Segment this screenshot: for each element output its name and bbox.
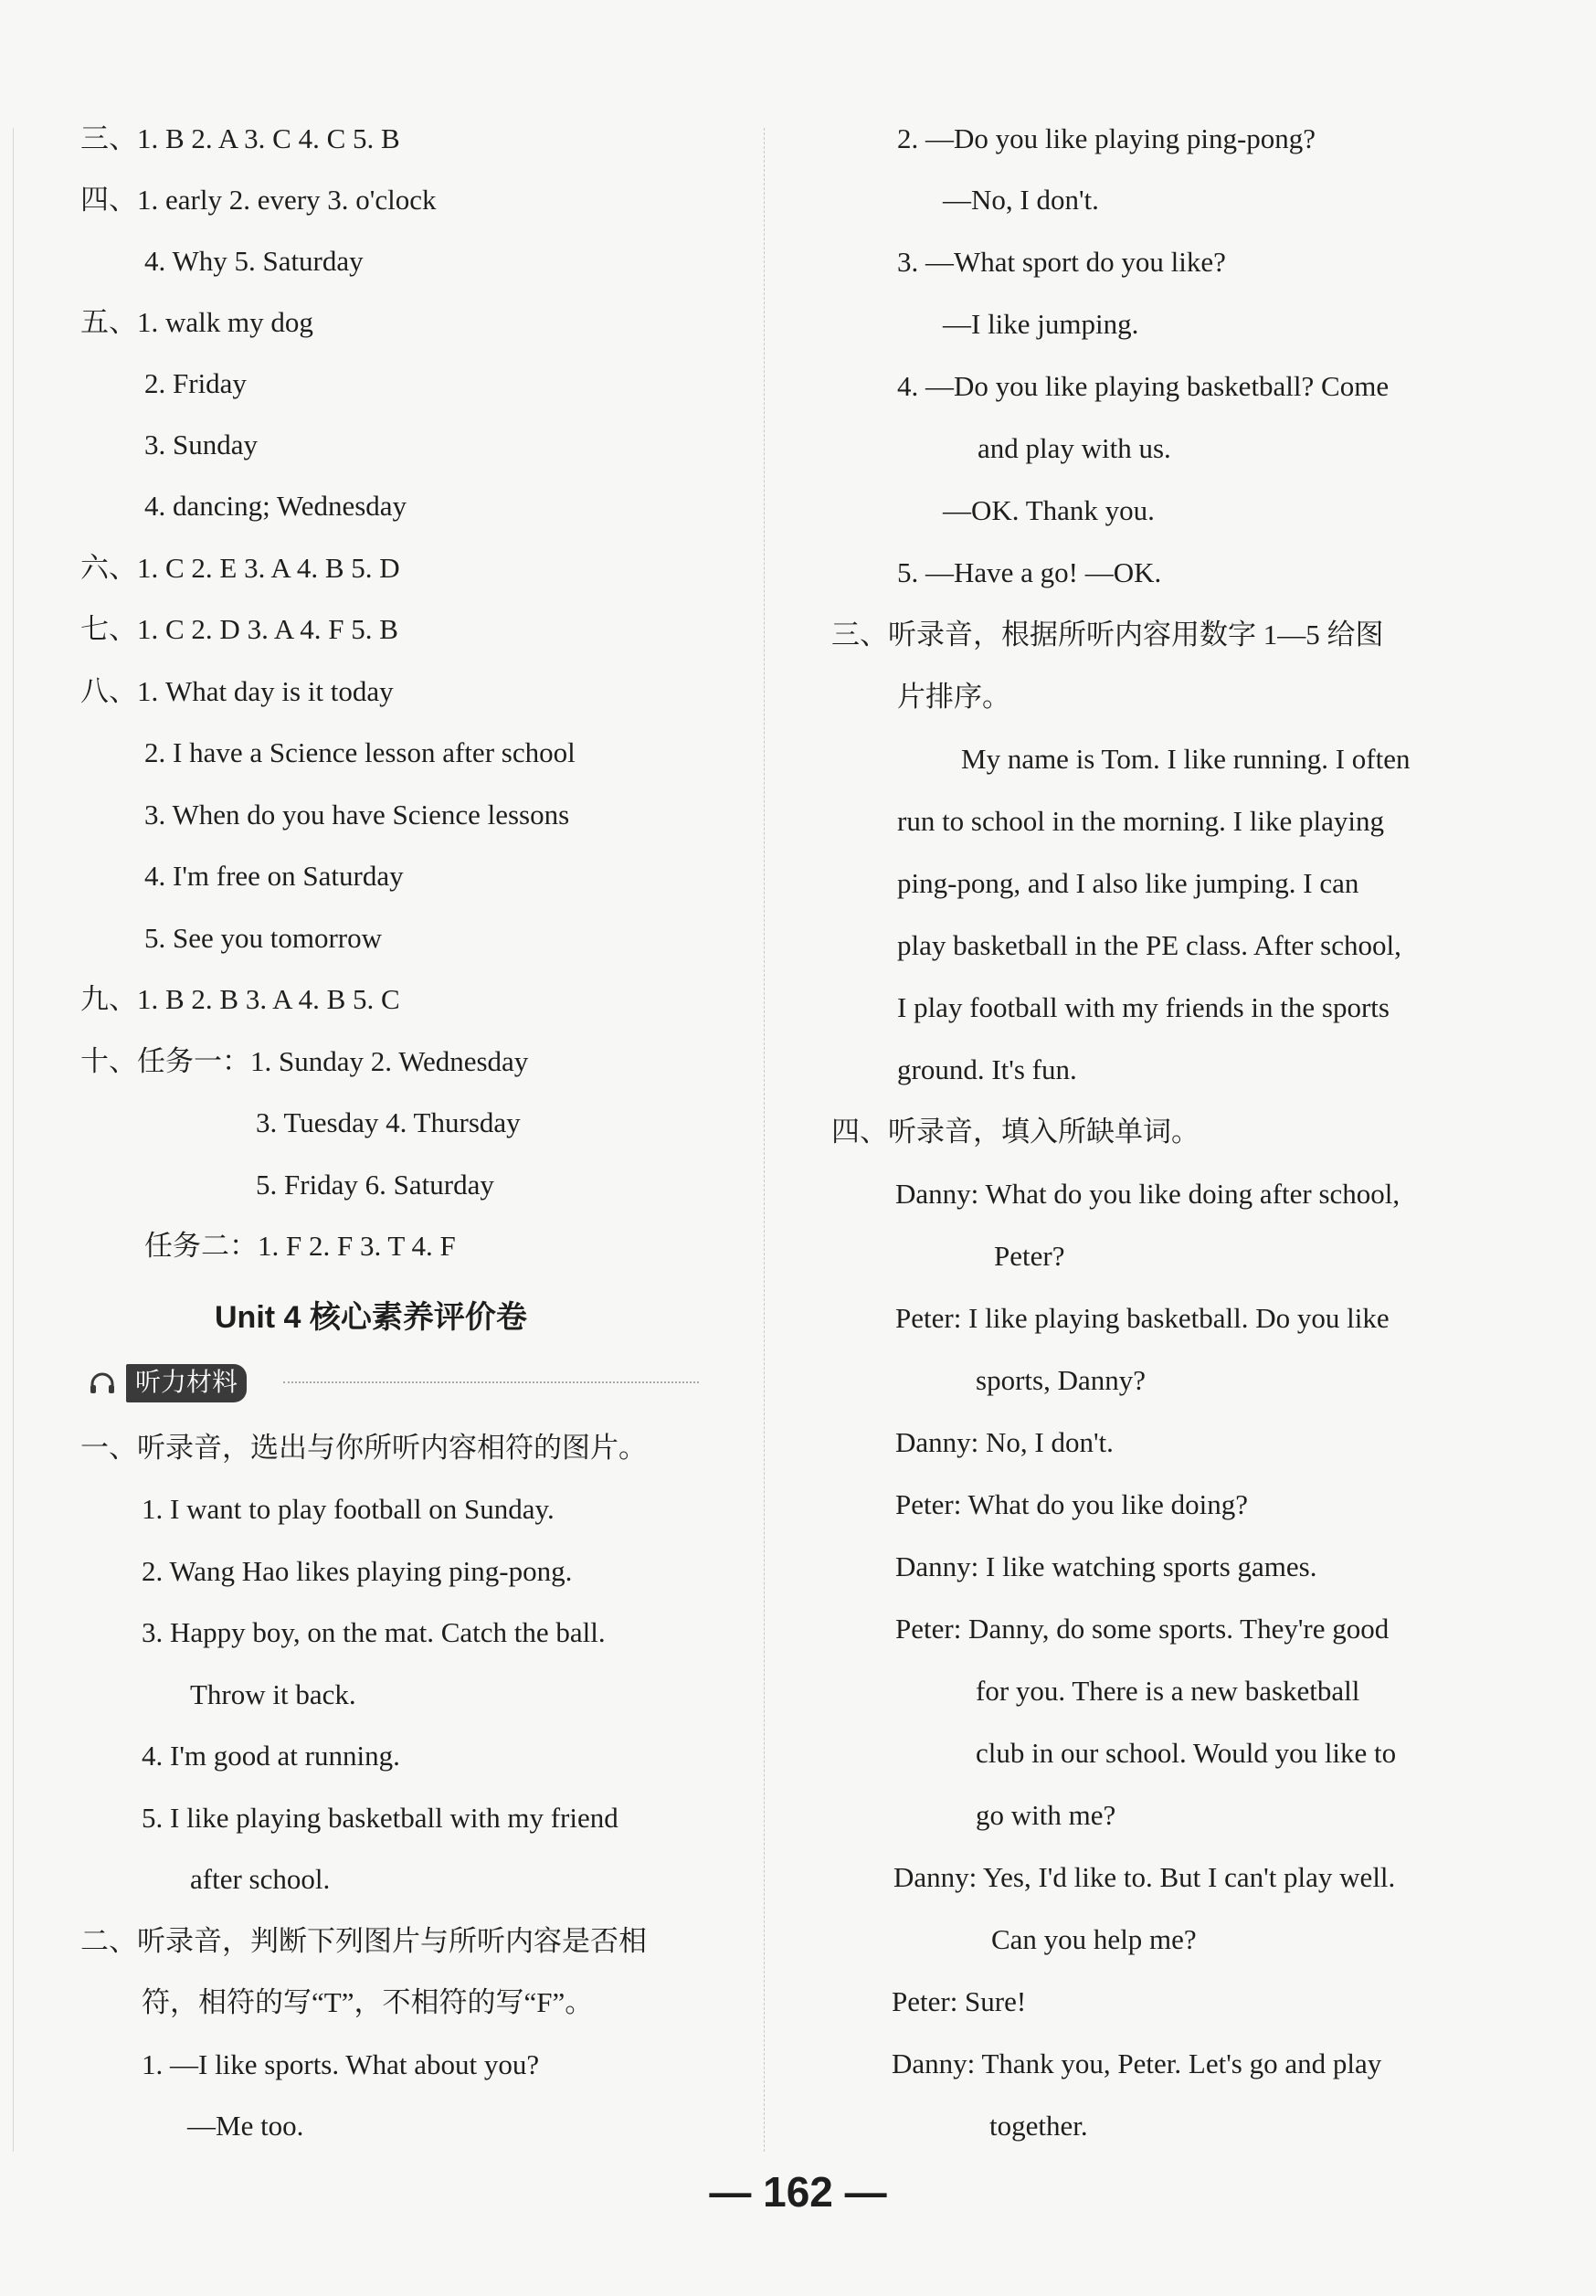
section-tag-label: 听力材料 [126, 1364, 247, 1402]
answer-line: and play with us. [978, 432, 1171, 464]
answer-line: 五、1. walk my dog [80, 306, 313, 338]
answer-line: I play football with my friends in the sports [897, 991, 1390, 1023]
answer-line: 2. I have a Science lesson after school [144, 736, 576, 768]
answer-line: 片排序。 [897, 681, 1010, 713]
answer-line: 5. See you tomorrow [144, 922, 383, 954]
answer-line: Danny: What do you like doing after school, [895, 1178, 1400, 1210]
answer-line: 3. —What sport do you like? [897, 246, 1226, 278]
answer-line: 4. I'm free on Saturday [144, 860, 404, 892]
answer-line: for you. There is a new basketball [976, 1675, 1360, 1707]
answer-line: 二、听录音，判断下列图片与所听内容是否相 [80, 1925, 647, 1957]
answer-line: Danny: I like watching sports games. [895, 1550, 1317, 1582]
answer-line: —OK. Thank you. [943, 494, 1155, 526]
answer-line: sports, Danny? [976, 1364, 1146, 1396]
answer-line: run to school in the morning. I like playing [897, 805, 1384, 837]
answer-line: 2. —Do you like playing ping-pong? [897, 122, 1316, 154]
answer-line: 2. Friday [144, 367, 247, 399]
column-divider [764, 128, 765, 2152]
answer-line: after school. [190, 1863, 331, 1895]
answer-line: club in our school. Would you like to [976, 1737, 1397, 1769]
answer-line: 1. —I like sports. What about you? [142, 2048, 540, 2080]
answer-line: 八、1. What day is it today [80, 675, 394, 707]
answer-line: Peter: What do you like doing? [895, 1488, 1248, 1520]
answer-line: 四、1. early 2. every 3. o'clock [80, 184, 437, 216]
page-edge-line [13, 128, 14, 2152]
answer-line: ground. It's fun. [897, 1053, 1077, 1085]
headphones-icon [84, 1368, 121, 1399]
answer-line: go with me? [976, 1799, 1116, 1831]
page-number: — 162 — [709, 2168, 887, 2216]
dotted-rule [283, 1381, 699, 1383]
answer-line: ping-pong, and I also like jumping. I can [897, 867, 1359, 899]
section-tag [84, 1364, 247, 1402]
answer-line: 三、听录音，根据所听内容用数字 1—5 给图 [831, 619, 1384, 651]
answer-line: 2. Wang Hao likes playing ping-pong. [142, 1555, 573, 1587]
answer-line: 4. Why 5. Saturday [144, 245, 364, 277]
answer-line: Peter? [994, 1240, 1065, 1272]
answer-line: 4. —Do you like playing basketball? Come [897, 370, 1390, 402]
answer-line: —No, I don't. [943, 184, 1099, 216]
answer-line: —I like jumping. [943, 308, 1139, 340]
answer-line: Throw it back. [190, 1678, 356, 1710]
answer-line: Danny: Yes, I'd like to. But I can't play well. [893, 1861, 1396, 1893]
answer-line: 一、听录音，选出与你所听内容相符的图片。 [80, 1432, 647, 1464]
answer-line: together. [989, 2110, 1088, 2142]
answer-line: play basketball in the PE class. After school, [897, 929, 1401, 961]
answer-line: 5. —Have a go! —OK. [897, 556, 1162, 588]
answer-line: 4. I'm good at running. [142, 1740, 400, 1772]
answer-line: 4. dancing; Wednesday [144, 490, 407, 522]
answer-line: 十、任务一：1. Sunday 2. Wednesday [80, 1045, 529, 1077]
answer-line: 四、听录音，填入所缺单词。 [831, 1116, 1200, 1148]
answer-line: Danny: No, I don't. [895, 1426, 1114, 1458]
answer-line: 3. Sunday [144, 429, 258, 460]
answer-line: 5. I like playing basketball with my friend [142, 1802, 618, 1834]
unit-heading: Unit 4 核心素养评价卷 [215, 1300, 527, 1335]
answer-line: 5. Friday 6. Saturday [256, 1169, 494, 1201]
answer-line: 任务二：1. F 2. F 3. T 4. F [144, 1230, 456, 1262]
answer-line: 三、1. B 2. A 3. C 4. C 5. B [80, 122, 400, 154]
answer-line: Peter: Sure! [892, 1985, 1027, 2017]
answer-line: Can you help me? [991, 1923, 1197, 1955]
answer-line: 九、1. B 2. B 3. A 4. B 5. C [80, 983, 400, 1015]
answer-line: My name is Tom. I like running. I often [961, 743, 1411, 775]
answer-line: 符，相符的写“T”，不相符的写“F”。 [142, 1986, 594, 2018]
answer-line: Danny: Thank you, Peter. Let's go and play [892, 2047, 1382, 2079]
answer-line: Peter: I like playing basketball. Do you like [895, 1302, 1390, 1334]
answer-line: 3. When do you have Science lessons [144, 799, 570, 831]
answer-line: 3. Happy boy, on the mat. Catch the ball. [142, 1616, 606, 1648]
answer-line: 1. I want to play football on Sunday. [142, 1493, 555, 1525]
answer-line: 3. Tuesday 4. Thursday [256, 1106, 521, 1138]
answer-line: —Me too. [187, 2110, 304, 2142]
answer-line: 七、1. C 2. D 3. A 4. F 5. B [80, 613, 398, 645]
answer-line: Peter: Danny, do some sports. They're good [895, 1613, 1390, 1645]
answer-line: 六、1. C 2. E 3. A 4. B 5. D [80, 552, 400, 584]
